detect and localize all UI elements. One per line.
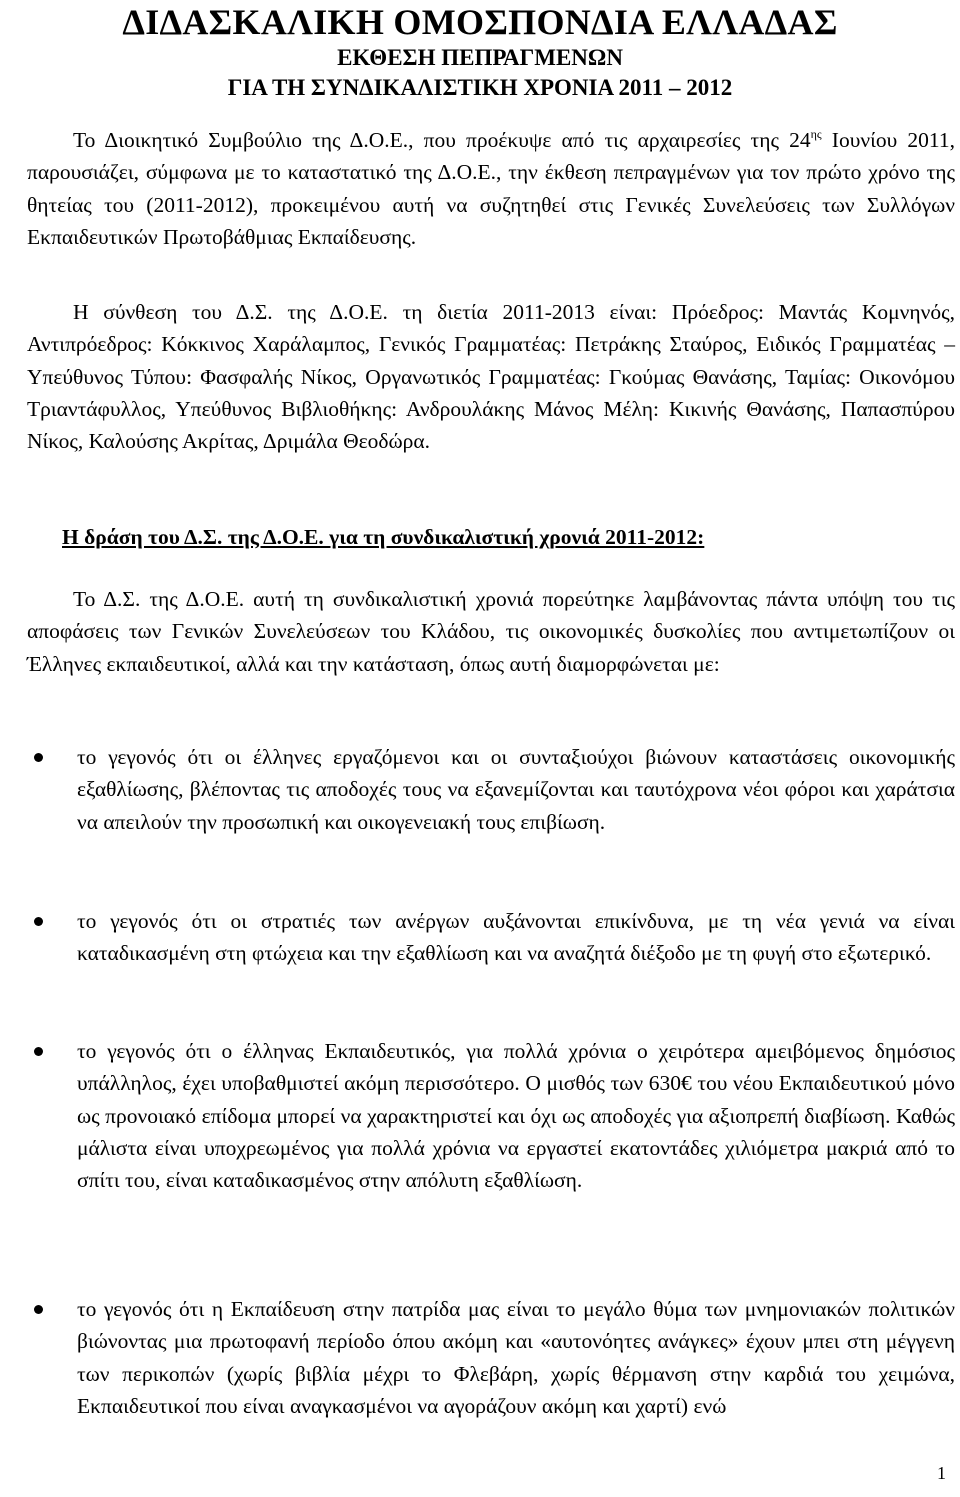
intro-text-a: Το Διοικητικό Συμβούλιο της Δ.Ο.Ε., που προέκυψε από τις αρχαιρεσίες της 24 [73, 128, 811, 152]
board-composition-paragraph [27, 296, 955, 457]
bullet-list-3 [27, 1035, 955, 1196]
bullet-list-4 [27, 1293, 955, 1422]
intro-paragraph [27, 124, 955, 253]
intro-text-b: Ιουνίου 2011, παρουσιάζει, σύμφωνα με το καταστατικό της Δ.Ο.Ε., την έκθεση πεπραγμένων για τον πρώτο χρόνο της θητείας του (2011-2012), προκειμένου αυτή να συζητηθεί στις Γενικές Συνελεύσεις των Συλλόγων Εκπαιδευτικών Πρωτοβάθμιας Εκπαίδευσης. [27, 128, 955, 249]
bullet-text: το γεγονός ότι η Εκπαίδευση στην πατρίδα μας είναι το μεγάλο θύμα των μνημονιακών πολιτικών βιώνοντας μια πρωτοφανή περίοδο όπου ακόμη και «αυτονόητες ανάγκες» έχουν μπει στη μέγγενη των περικοπών (χωρίς βιβλία μέχρι το Φλεβάρη, χωρίς θέρμανση στην καρδιά του χειμώνα, Εκπαιδευτικοί που είναι αναγκασμένοι να αγοράζουν ακόμη και χαρτί) ενώ [77, 1297, 955, 1418]
bullet-item [27, 1035, 955, 1196]
bullet-icon [34, 1305, 43, 1314]
action-intro-text: Το Δ.Σ. της Δ.Ο.Ε. αυτή τη συνδικαλιστική χρονιά πορεύτηκε λαμβάνοντας πάντα υπόψη του τις αποφάσεις των Γενικών Συνελεύσεων του Κλάδου, τις οικονομικές δυσκολίες που αντιμετωπίζουν οι Έλληνες εκπαιδευτικοί, αλλά και την κατάσταση, όπως αυτή διαμορφώνεται με: [27, 587, 955, 676]
bullet-text: το γεγονός ότι οι στρατιές των ανέργων αυξάνονται επικίνδυνα, με τη νέα γενιά να είναι καταδικασμένη στη φτώχεια και την εξαθλίωση και να αναζητά διέξοδο με τη φυγή στο εξωτερικό. [77, 909, 955, 966]
bullet-item [27, 741, 955, 838]
bullet-icon [34, 1047, 43, 1056]
bullet-icon [34, 917, 43, 926]
bullet-list-1 [27, 741, 955, 838]
bullet-list-2 [27, 905, 955, 970]
document-title: ΔΙΔΑΣΚΑΛΙΚΗ ΟΜΟΣΠΟΝΔΙΑ ΕΛΛΑΔΑΣ [122, 2, 838, 42]
section-heading: Η δράση του Δ.Σ. της Δ.Ο.Ε. για τη συνδικαλιστική χρονιά 2011-2012: [62, 525, 705, 549]
page-number: 1 [937, 1463, 946, 1483]
board-composition-text: Η σύνθεση του Δ.Σ. της Δ.Ο.Ε. τη διετία 2011-2013 είναι: Πρόεδρος: Μαντάς Κομνηνός, Αντιπρόεδρος: Κόκκινος Χαράλαμπος, Γενικός Γραμματέας: Πετράκης Σταύρος, Ειδικός Γραμματέας – Υπεύθυνος Τύπου: Φασφαλής Νίκος, Οργανωτικός Γραμματέας: Γκούμας Θανάσης, Ταμίας: Οικονόμου Τριαντάφυλλος, Υπεύθυνος Βιβλιοθήκης: Ανδρουλάκης Μάνος Μέλη: Κικινής Θανάσης, Παπασπύρου Νίκος, Καλούσης Ακρίτας, Δριμάλα Θεοδώρα. [27, 300, 955, 454]
intro-superscript: ης [810, 127, 822, 141]
report-subtitle: ΕΚΘΕΣΗ ΠΕΠΡΑΓΜΕΝΩΝ [337, 45, 623, 70]
action-intro-paragraph [27, 583, 955, 680]
report-year-subtitle: ΓΙΑ ΤΗ ΣΥΝΔΙΚΑΛΙΣΤΙΚΗ ΧΡΟΝΙΑ 2011 – 2012 [227, 75, 733, 100]
bullet-icon [34, 753, 43, 762]
bullet-text: το γεγονός ότι ο έλληνας Εκπαιδευτικός, για πολλά χρόνια ο χειρότερα αμειβόμενος δημόσιος υπάλληλος, έχει υποβαθμιστεί ακόμη περισσότερο. Ο μισθός των 630€ του νέου Εκπαιδευτικού μόνο ως προνοιακό επίδομα μπορεί να χαρακτηριστεί και όχι ως αποδοχές για αξιοπρεπή διαβίωση. Καθώς μάλιστα είναι υποχρεωμένος για πολλά χρόνια να εργαστεί εκατοντάδες χιλιόμετρα μακριά από το σπίτι του, είναι καταδικασμένος στην απόλυτη εξαθλίωση. [77, 1039, 955, 1193]
bullet-text: το γεγονός ότι οι έλληνες εργαζόμενοι και οι συνταξιούχοι βιώνουν καταστάσεις οικονομικής εξαθλίωσης, βλέποντας τις αποδοχές τους να εξανεμίζονται και ταυτόχρονα νέοι φόροι και χαράτσια να απειλούν την προσωπική και οικογενειακή τους επιβίωση. [77, 745, 955, 834]
bullet-item [27, 1293, 955, 1422]
bullet-item [27, 905, 955, 970]
